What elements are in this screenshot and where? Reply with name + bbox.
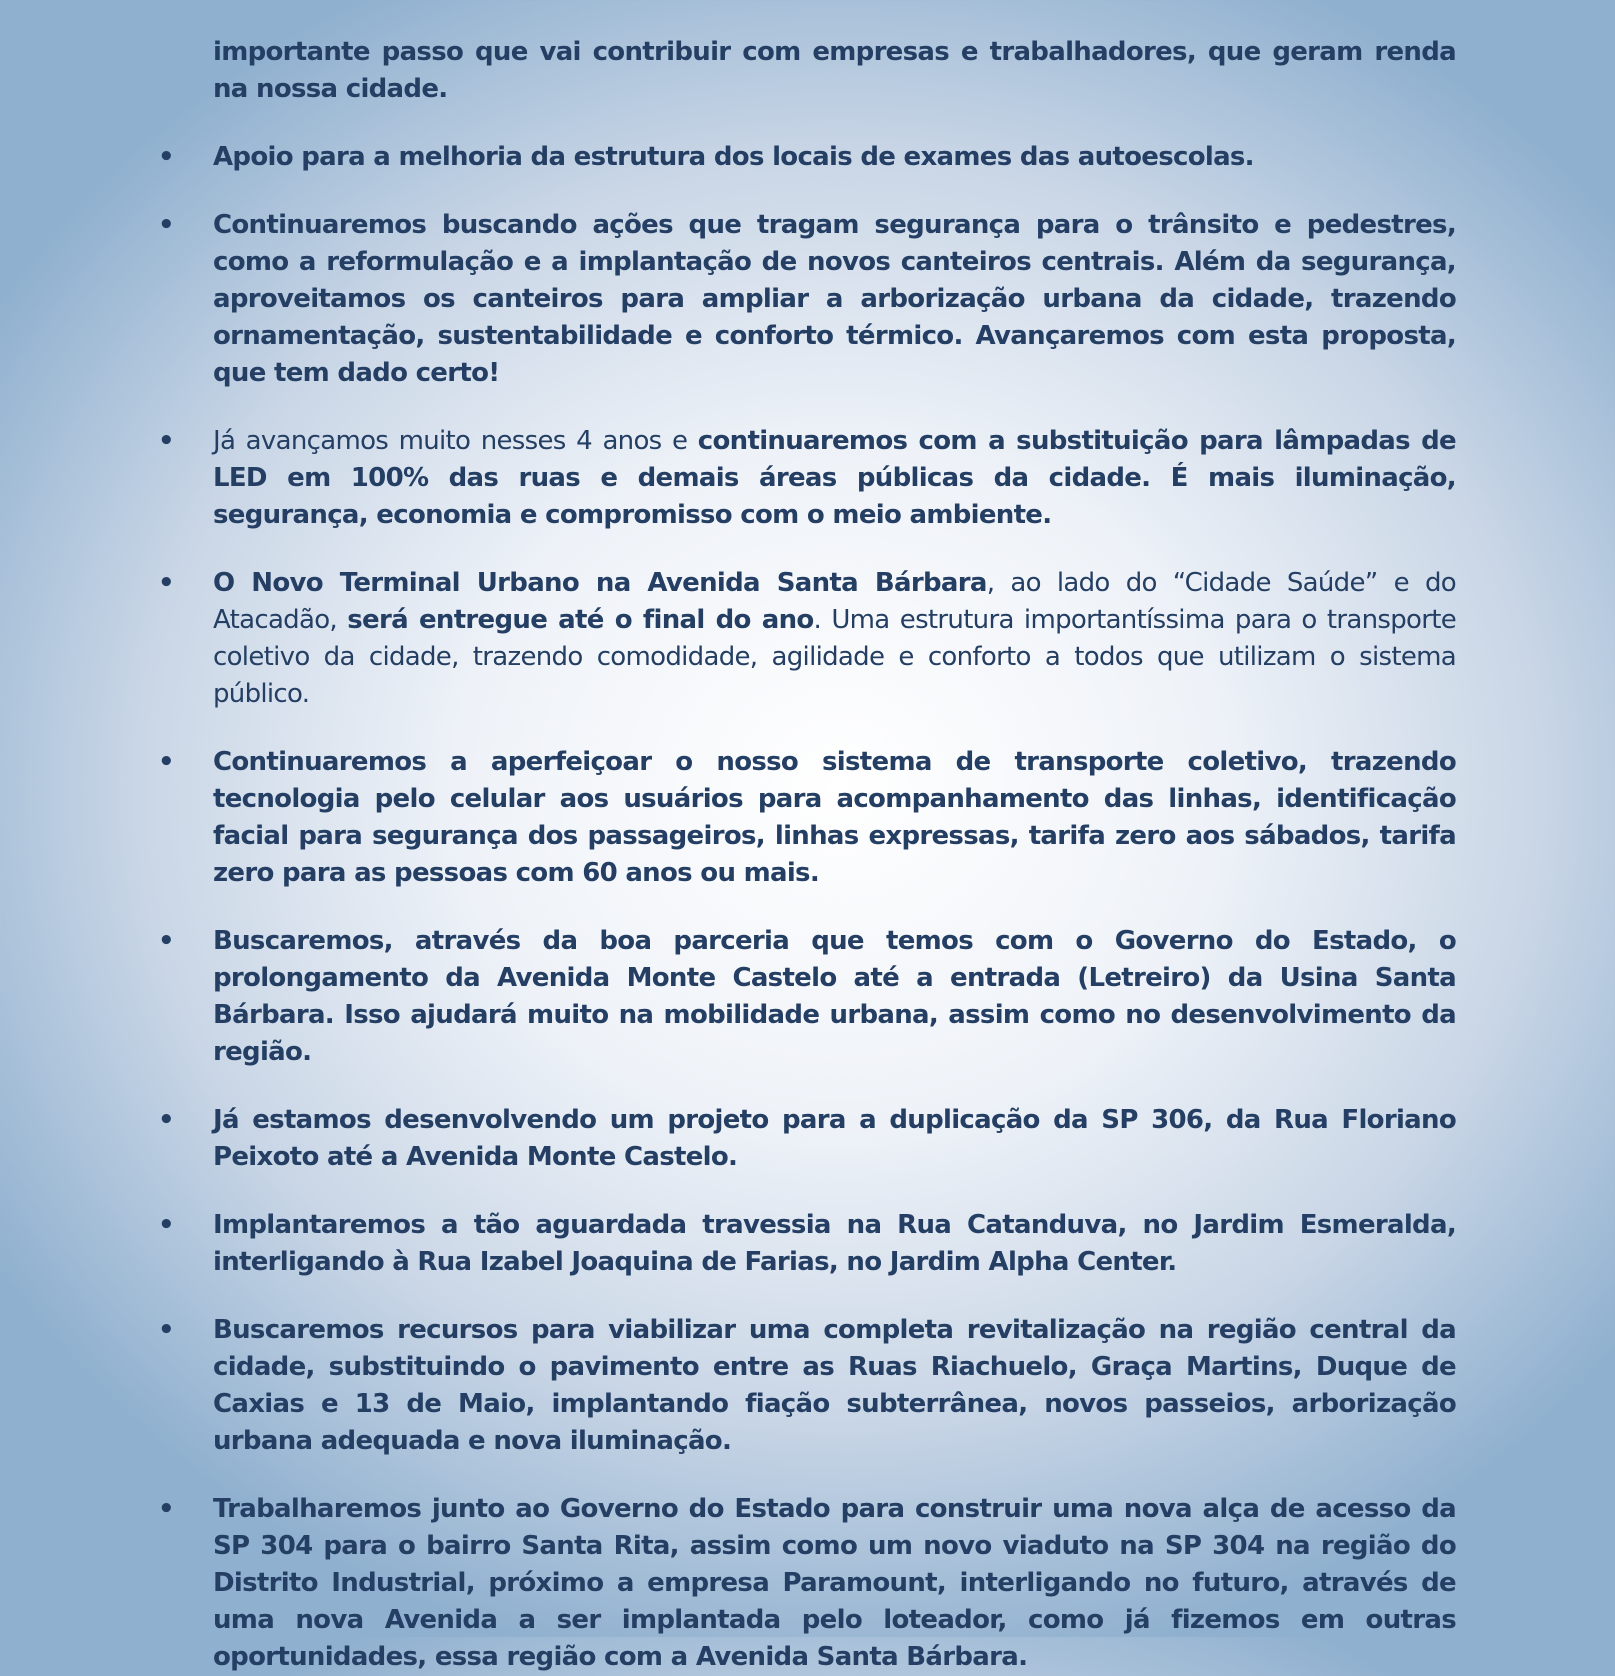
bullet-marker: • (158, 1210, 175, 1240)
list-item (158, 207, 1456, 392)
list-item (158, 1312, 1456, 1460)
list-item (158, 565, 1456, 713)
bullet-marker: • (158, 1315, 175, 1345)
list-item (158, 744, 1456, 892)
text-segment: Já avançamos muito nesses 4 anos e (213, 426, 698, 456)
paragraph (213, 1207, 1456, 1281)
bullet-marker: • (158, 926, 175, 956)
list-item (158, 34, 1456, 108)
paragraph (213, 207, 1456, 392)
list-item (158, 1207, 1456, 1281)
bullet-marker: • (158, 747, 175, 777)
list-item (158, 423, 1456, 534)
paragraph (213, 923, 1456, 1071)
paragraph (213, 1312, 1456, 1460)
bullet-list (158, 34, 1456, 1676)
list-item (158, 1491, 1456, 1676)
paragraph (213, 744, 1456, 892)
bullet-marker: • (158, 210, 175, 240)
text-segment: importante passo que vai contribuir com empresas e trabalhadores, que geram renda na nossa cidade. (213, 37, 1456, 104)
paragraph-continuation (213, 34, 1456, 108)
paragraph (213, 139, 1456, 176)
paragraph (213, 1102, 1456, 1176)
text-segment: Buscaremos recursos para viabilizar uma completa revitalização na região central da cidade, substituindo o pavimento entre as Ruas Riachuelo, Graça Martins, Duque de Caxias e 13 de Maio, implantando fiação subterrânea, novos passeios, arborização urbana adequada e nova iluminação. (213, 1315, 1456, 1456)
list-item (158, 1102, 1456, 1176)
bullet-marker: • (158, 1105, 175, 1135)
list-item (158, 139, 1456, 176)
bullet-marker: • (158, 568, 175, 598)
text-segment: O Novo Terminal Urbano na Avenida Santa Bárbara (213, 568, 987, 598)
text-segment: Continuaremos a aperfeiçoar o nosso sistema de transporte coletivo, trazendo tecnologia pelo celular aos usuários para acompanhamento das linhas, identificação facial para segurança dos passageiros, linhas expressas, tarifa zero aos sábados, tarifa zero para as pessoas com 60 anos ou mais. (213, 747, 1456, 888)
text-segment: Buscaremos, através da boa parceria que temos com o Governo do Estado, o prolongamento da Avenida Monte Castelo até a entrada (Letreiro) da Usina Santa Bárbara. Isso ajudará muito na mobilidade urbana, assim como no desenvolvimento da região. (213, 926, 1456, 1067)
bullet-marker: • (158, 1494, 175, 1524)
text-segment: Implantaremos a tão aguardada travessia na Rua Catanduva, no Jardim Esmeralda, interligando à Rua Izabel Joaquina de Farias, no Jardim Alpha Center. (213, 1210, 1456, 1277)
paragraph (213, 423, 1456, 534)
text-segment: continuaremos com a substituição para lâmpadas de LED em 100% das ruas e demais áreas públicas da cidade. É mais iluminação, segurança, economia e compromisso com o meio ambiente. (213, 426, 1456, 530)
text-segment: Já estamos desenvolvendo um projeto para a duplicação da SP 306, da Rua Floriano Peixoto até a Avenida Monte Castelo. (213, 1105, 1456, 1172)
bullet-marker: • (158, 426, 175, 456)
text-segment: será entregue até o final do ano (347, 605, 814, 635)
paragraph (213, 565, 1456, 713)
list-item (158, 923, 1456, 1071)
text-segment: Trabalharemos junto ao Governo do Estado para construir uma nova alça de acesso da SP 304 para o bairro Santa Rita, assim como um novo viaduto na SP 304 na região do Distrito Industrial, próximo a empresa Paramount, interligando no futuro, através de uma nova Avenida a ser implantada pelo loteador, como já fizemos em outras oportunidades, essa região com a Avenida Santa Bárbara. (213, 1494, 1456, 1672)
bullet-marker: • (158, 142, 175, 172)
text-segment: Apoio para a melhoria da estrutura dos locais de exames das autoescolas. (213, 142, 1254, 172)
text-segment: Continuaremos buscando ações que tragam segurança para o trânsito e pedestres, como a reformulação e a implantação de novos canteiros centrais. Além da segurança, aproveitamos os canteiros para ampliar a arborização urbana da cidade, trazendo ornamentação, sustentabilidade e conforto térmico. Avançaremos com esta proposta, que tem dado certo! (213, 210, 1456, 388)
text-segment: . Uma estrutura importantíssima para o transporte coletivo da cidade, trazendo comodidade, agilidade e conforto a todos que utilizam o sistema público. (213, 605, 1457, 709)
text-segment: , ao lado do “Cidade Saúde” e do Atacadão, (213, 568, 1457, 635)
paragraph (213, 1491, 1456, 1676)
